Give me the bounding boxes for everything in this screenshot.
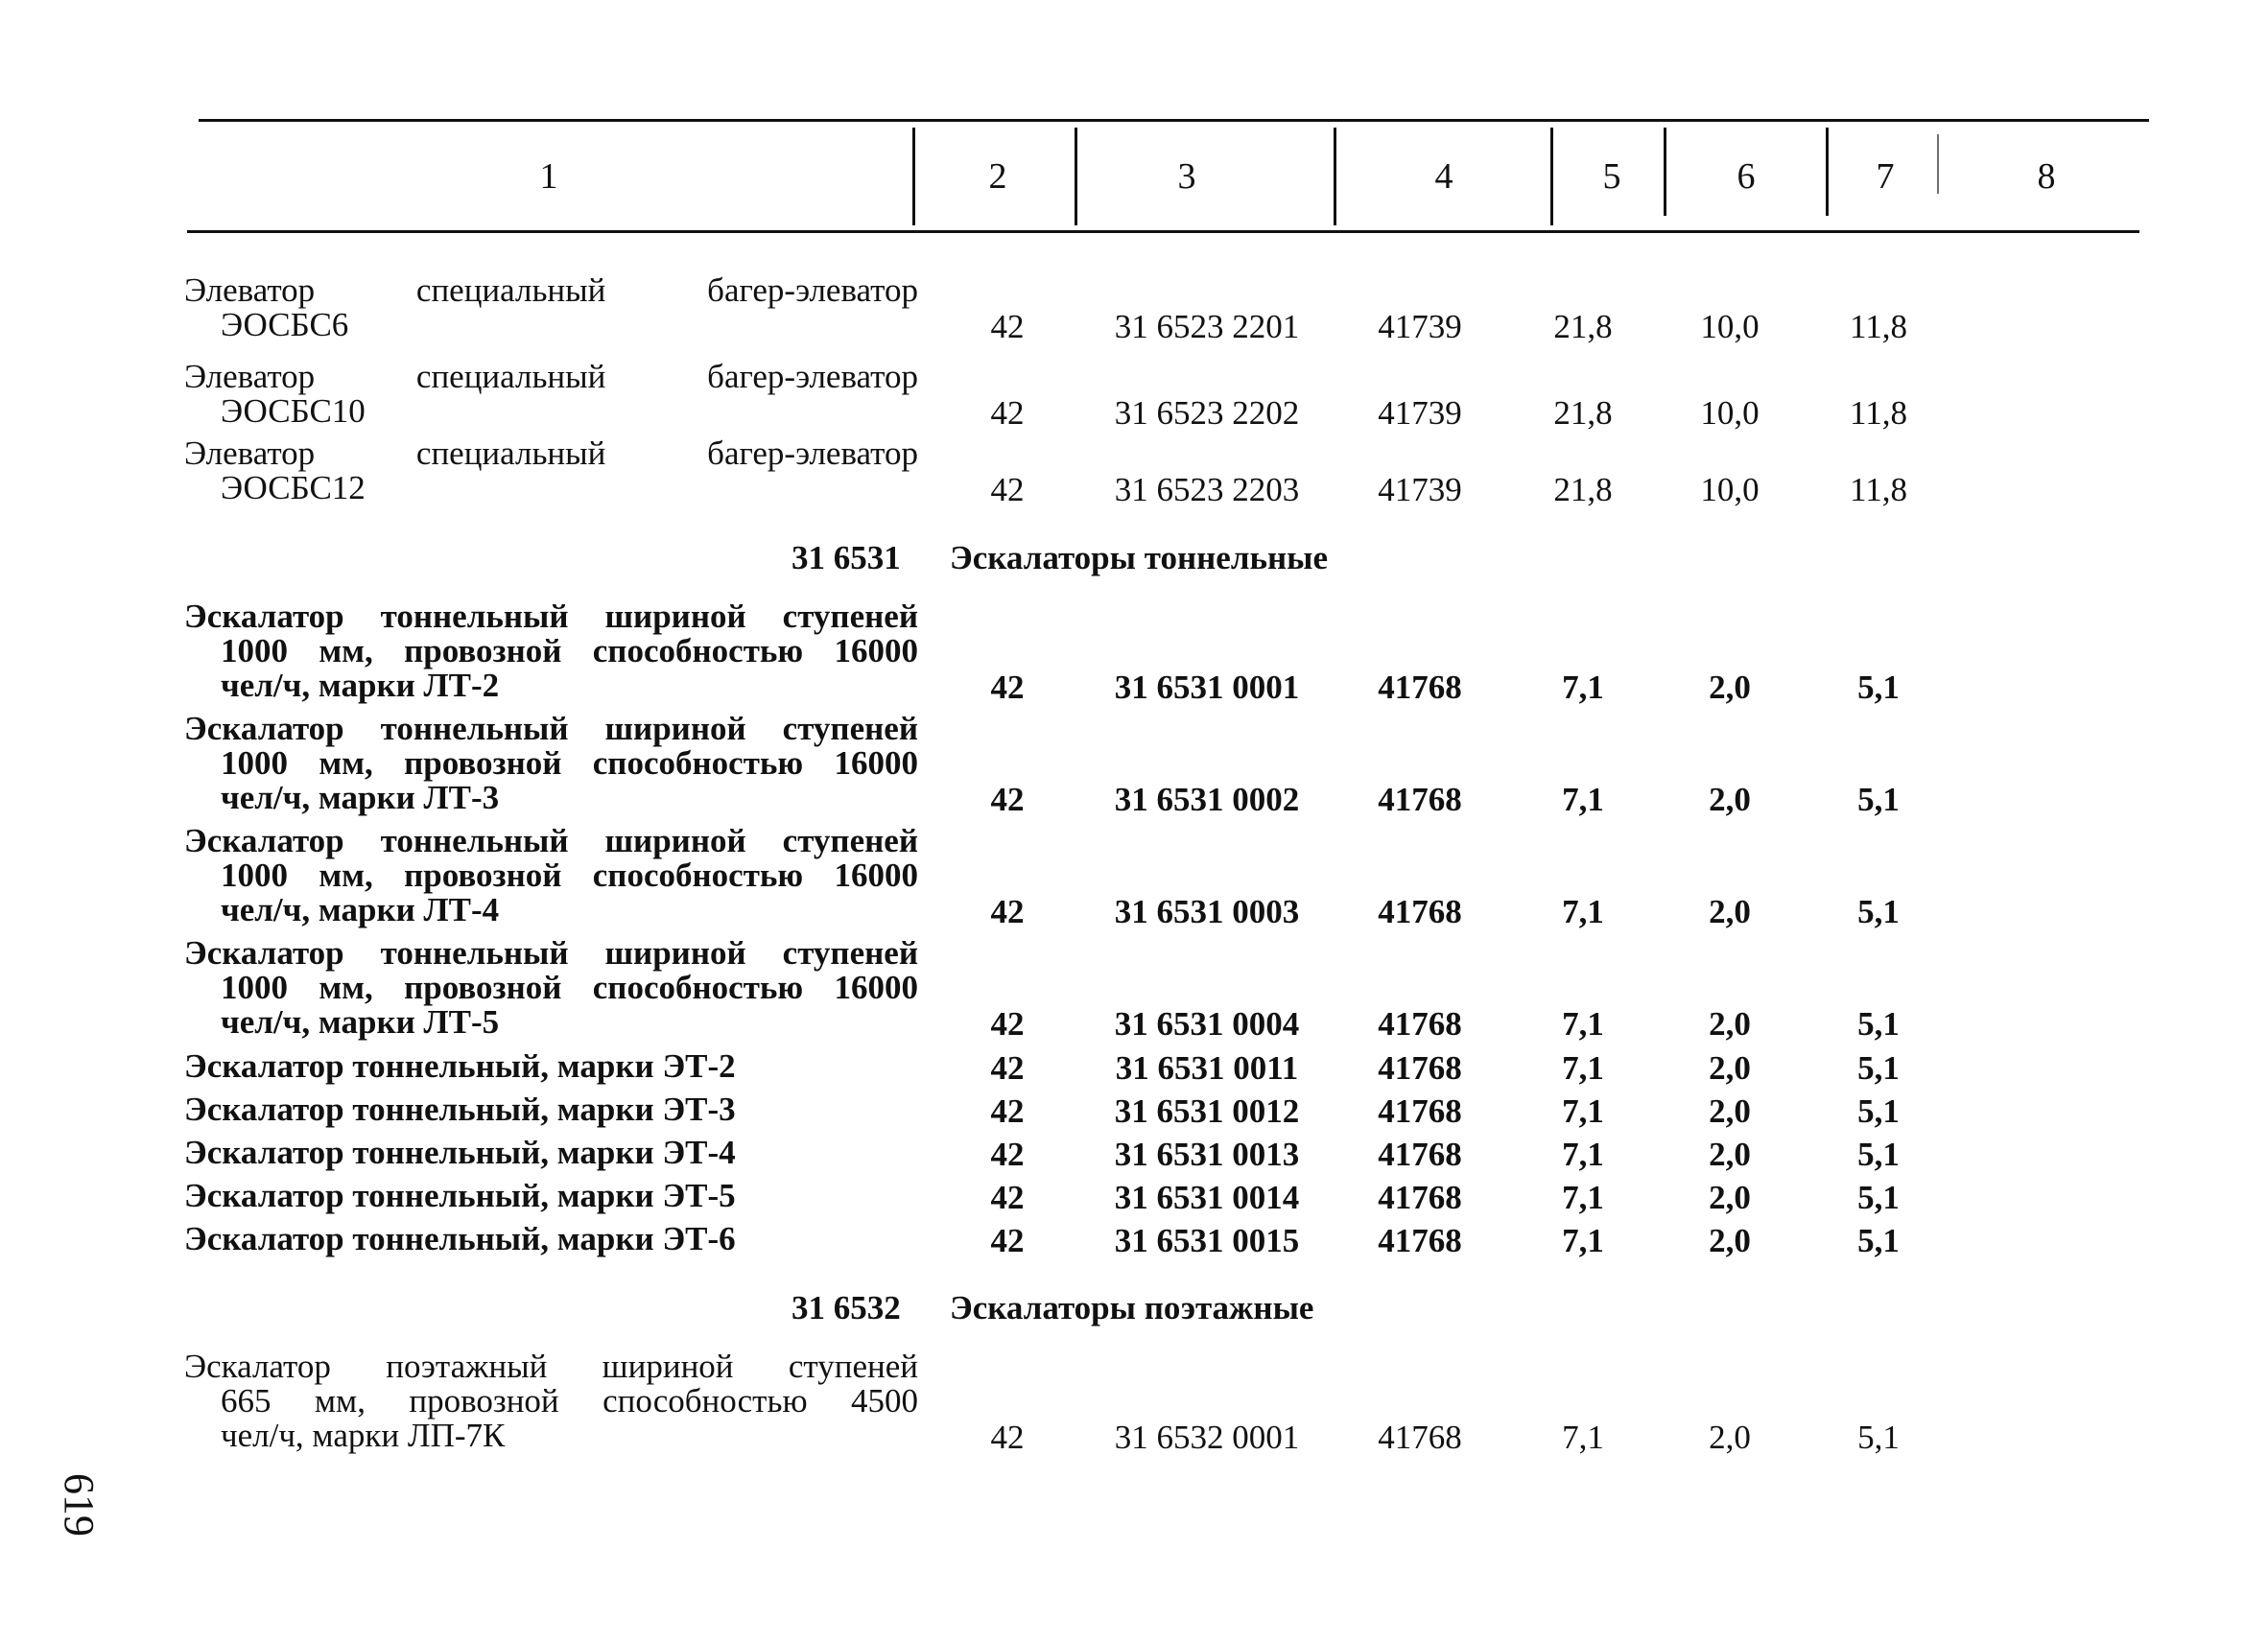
cell-c5: 21,8 xyxy=(1553,308,1613,345)
cell-c3: 31 6532 0001 xyxy=(1114,1419,1300,1456)
description-line: чел/ч, марки ЛТ-2 xyxy=(221,667,500,704)
column-number-4: 4 xyxy=(1434,156,1453,197)
cell-c2: 42 xyxy=(990,1179,1025,1216)
cell-c2: 42 xyxy=(990,1419,1025,1456)
cell-c3: 31 6531 0004 xyxy=(1114,1005,1300,1043)
item-description xyxy=(184,1350,918,1453)
description-line: Эскалатор тоннельный шириной ступеней xyxy=(184,822,918,859)
cell-c5: 21,8 xyxy=(1553,471,1613,508)
cell-c4: 41768 xyxy=(1378,669,1462,706)
cell-c5: 7,1 xyxy=(1562,1049,1604,1087)
cell-c7: 5,1 xyxy=(1857,1179,1900,1216)
cell-c4: 41768 xyxy=(1378,1179,1462,1216)
header-separator xyxy=(1664,128,1666,216)
cell-c2: 42 xyxy=(990,308,1025,345)
cell-c6: 2,0 xyxy=(1709,781,1751,818)
description-line: Эскалатор тоннельный шириной ступеней xyxy=(184,710,918,747)
cell-c5: 21,8 xyxy=(1553,394,1613,432)
cell-c6: 2,0 xyxy=(1709,669,1751,706)
description-line: ЭОСБС12 xyxy=(221,469,366,506)
section-code: 31 6531 xyxy=(791,539,901,576)
column-number-6: 6 xyxy=(1736,156,1756,197)
column-number-7: 7 xyxy=(1876,156,1895,197)
cell-c6: 2,0 xyxy=(1709,893,1751,930)
cell-c7: 5,1 xyxy=(1857,1005,1900,1043)
item-description xyxy=(184,712,918,815)
description-line: ЭОСБС6 xyxy=(221,306,349,343)
description-line: чел/ч, марки ЛП-7К xyxy=(221,1417,506,1454)
description-line: Эскалатор тоннельный, марки ЭТ-2 xyxy=(184,1047,736,1085)
cell-c2: 42 xyxy=(990,471,1025,508)
cell-c5: 7,1 xyxy=(1562,1005,1604,1043)
cell-c4: 41768 xyxy=(1378,1049,1462,1087)
cell-c7: 5,1 xyxy=(1857,1092,1900,1130)
cell-c6: 2,0 xyxy=(1709,1179,1751,1216)
description-line: чел/ч, марки ЛТ-5 xyxy=(221,1003,500,1041)
item-description xyxy=(184,1179,918,1213)
header-top-rule xyxy=(199,119,2149,122)
description-line: Эскалатор тоннельный, марки ЭТ-4 xyxy=(184,1134,736,1171)
item-description xyxy=(184,1222,918,1256)
cell-c7: 5,1 xyxy=(1857,1419,1900,1456)
description-line: Эскалатор тоннельный, марки ЭТ-6 xyxy=(184,1220,736,1257)
cell-c3: 31 6531 0013 xyxy=(1114,1136,1300,1173)
cell-c4: 41768 xyxy=(1378,893,1462,930)
description-line: 1000 мм, провозной способностью 16000 xyxy=(221,744,918,782)
section-title: Эскалаторы тоннельные xyxy=(950,539,1328,576)
description-line: ЭОСБС10 xyxy=(221,392,366,430)
item-description xyxy=(184,273,918,342)
header-separator xyxy=(1334,128,1336,225)
item-description xyxy=(184,936,918,1040)
cell-c2: 42 xyxy=(990,394,1025,432)
cell-c5: 7,1 xyxy=(1562,669,1604,706)
cell-c4: 41768 xyxy=(1378,1419,1462,1456)
cell-c7: 11,8 xyxy=(1850,308,1907,345)
column-number-2: 2 xyxy=(988,156,1007,197)
cell-c4: 41739 xyxy=(1378,394,1462,432)
cell-c3: 31 6531 0003 xyxy=(1114,893,1300,930)
item-description xyxy=(184,824,918,927)
description-line: 1000 мм, провозной способностью 16000 xyxy=(221,857,918,894)
cell-c6: 2,0 xyxy=(1709,1419,1751,1456)
cell-c2: 42 xyxy=(990,893,1025,930)
cell-c2: 42 xyxy=(990,781,1025,818)
column-number-1: 1 xyxy=(539,156,558,197)
cell-c3: 31 6531 0014 xyxy=(1114,1179,1300,1216)
description-line: Эскалатор тоннельный, марки ЭТ-3 xyxy=(184,1091,736,1128)
cell-c6: 2,0 xyxy=(1709,1136,1751,1173)
item-description xyxy=(184,360,918,429)
cell-c6: 2,0 xyxy=(1709,1049,1751,1087)
description-line: Эскалатор тоннельный шириной ступеней xyxy=(184,598,918,635)
cell-c7: 5,1 xyxy=(1857,669,1900,706)
header-separator xyxy=(1826,128,1829,216)
cell-c2: 42 xyxy=(990,1092,1025,1130)
cell-c2: 42 xyxy=(990,1005,1025,1043)
cell-c7: 11,8 xyxy=(1850,394,1907,432)
cell-c7: 5,1 xyxy=(1857,1136,1900,1173)
cell-c5: 7,1 xyxy=(1562,1092,1604,1130)
cell-c5: 7,1 xyxy=(1562,1179,1604,1216)
cell-c3: 31 6531 0002 xyxy=(1114,781,1300,818)
description-line: 1000 мм, провозной способностью 16000 xyxy=(221,969,918,1006)
item-description xyxy=(184,1049,918,1084)
cell-c4: 41768 xyxy=(1378,1222,1462,1259)
cell-c5: 7,1 xyxy=(1562,1136,1604,1173)
cell-c2: 42 xyxy=(990,669,1025,706)
header-separator xyxy=(1550,128,1553,225)
cell-c4: 41739 xyxy=(1378,471,1462,508)
header-bottom-rule xyxy=(187,230,2139,233)
page-number: 619 xyxy=(56,1473,103,1537)
description-line: Эскалатор тоннельный, марки ЭТ-5 xyxy=(184,1177,736,1214)
cell-c7: 11,8 xyxy=(1850,471,1907,508)
cell-c7: 5,1 xyxy=(1857,781,1900,818)
header-separator xyxy=(912,128,915,225)
section-code: 31 6532 xyxy=(791,1289,901,1326)
cell-c5: 7,1 xyxy=(1562,893,1604,930)
cell-c6: 10,0 xyxy=(1700,471,1760,508)
column-number-3: 3 xyxy=(1177,156,1196,197)
cell-c3: 31 6531 0015 xyxy=(1114,1222,1300,1259)
cell-c2: 42 xyxy=(990,1136,1025,1173)
cell-c5: 7,1 xyxy=(1562,1419,1604,1456)
cell-c3: 31 6523 2201 xyxy=(1114,308,1300,345)
cell-c4: 41768 xyxy=(1378,1136,1462,1173)
header-separator xyxy=(1075,128,1077,225)
cell-c7: 5,1 xyxy=(1857,1222,1900,1259)
item-description xyxy=(184,436,918,505)
cell-c6: 10,0 xyxy=(1700,308,1760,345)
cell-c5: 7,1 xyxy=(1562,781,1604,818)
description-line: Элеватор специальный багер-элеватор xyxy=(184,434,918,472)
description-line: 665 мм, провозной способностью 4500 xyxy=(221,1382,918,1420)
cell-c7: 5,1 xyxy=(1857,1049,1900,1087)
item-description xyxy=(184,1136,918,1170)
cell-c3: 31 6531 0001 xyxy=(1114,669,1300,706)
cell-c3: 31 6523 2202 xyxy=(1114,394,1300,432)
description-line: Эскалатор тоннельный шириной ступеней xyxy=(184,934,918,972)
description-line: Элеватор специальный багер-элеватор xyxy=(184,271,918,309)
description-line: Эскалатор поэтажный шириной ступеней xyxy=(184,1348,918,1385)
header-separator xyxy=(1937,134,1939,194)
description-line: чел/ч, марки ЛТ-4 xyxy=(221,891,500,928)
column-number-8: 8 xyxy=(2037,156,2056,197)
cell-c6: 2,0 xyxy=(1709,1222,1751,1259)
description-line: 1000 мм, провозной способностью 16000 xyxy=(221,632,918,669)
cell-c4: 41768 xyxy=(1378,1092,1462,1130)
cell-c5: 7,1 xyxy=(1562,1222,1604,1259)
cell-c3: 31 6523 2203 xyxy=(1114,471,1300,508)
cell-c6: 2,0 xyxy=(1709,1005,1751,1043)
cell-c6: 2,0 xyxy=(1709,1092,1751,1130)
cell-c3: 31 6531 0011 xyxy=(1115,1049,1299,1087)
cell-c7: 5,1 xyxy=(1857,893,1900,930)
section-title: Эскалаторы поэтажные xyxy=(950,1289,1314,1326)
cell-c4: 41768 xyxy=(1378,781,1462,818)
cell-c2: 42 xyxy=(990,1222,1025,1259)
item-description xyxy=(184,599,918,703)
cell-c2: 42 xyxy=(990,1049,1025,1087)
cell-c6: 10,0 xyxy=(1700,394,1760,432)
description-line: Элеватор специальный багер-элеватор xyxy=(184,358,918,395)
item-description xyxy=(184,1092,918,1127)
description-line: чел/ч, марки ЛТ-3 xyxy=(221,779,500,816)
cell-c3: 31 6531 0012 xyxy=(1114,1092,1300,1130)
cell-c4: 41768 xyxy=(1378,1005,1462,1043)
cell-c4: 41739 xyxy=(1378,308,1462,345)
column-number-5: 5 xyxy=(1602,156,1621,197)
